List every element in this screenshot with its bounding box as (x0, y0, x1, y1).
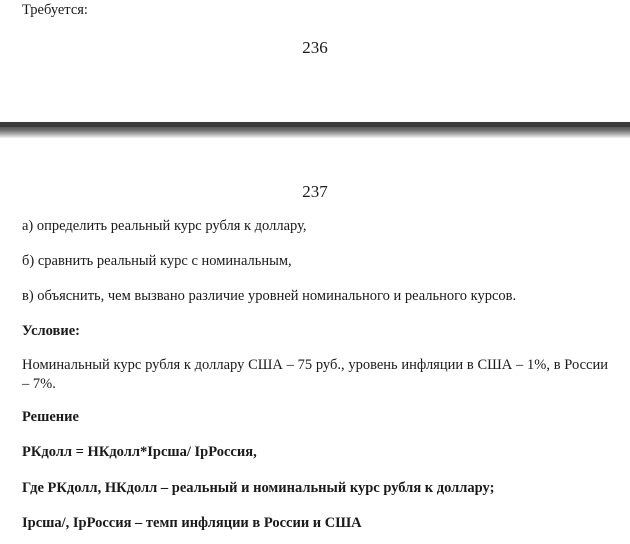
formula-note-2: Iрсша/, IрРоссия – темп инфляции в России и США (22, 515, 362, 531)
task-c: в) объяснить, чем вызвано различие уровней номинального и реального курсов. (22, 288, 517, 304)
task-a: а) определить реальный курс рубля к доллару, (22, 218, 307, 234)
page-number-236: 236 (302, 38, 328, 57)
condition-heading: Условие: (22, 323, 80, 339)
solution-heading: Решение (22, 409, 79, 425)
formula-note-1: Где РКдолл, НКдолл – реальный и номинальный курс рубля к доллару; (22, 480, 495, 496)
formula: РКдолл = НКдолл*Iрсша/ IрРоссия, (22, 444, 257, 460)
condition-text: Номинальный курс рубля к доллару США – 75 руб., уровень инфляции в США – 1%, в России – 7%. (22, 357, 608, 392)
task-b: б) сравнить реальный курс с номинальным, (22, 253, 292, 269)
page-number-237: 237 (302, 182, 328, 201)
document-page-236 (0, 0, 630, 122)
page-separator (0, 122, 630, 138)
required-label: Требуется: (22, 2, 88, 18)
